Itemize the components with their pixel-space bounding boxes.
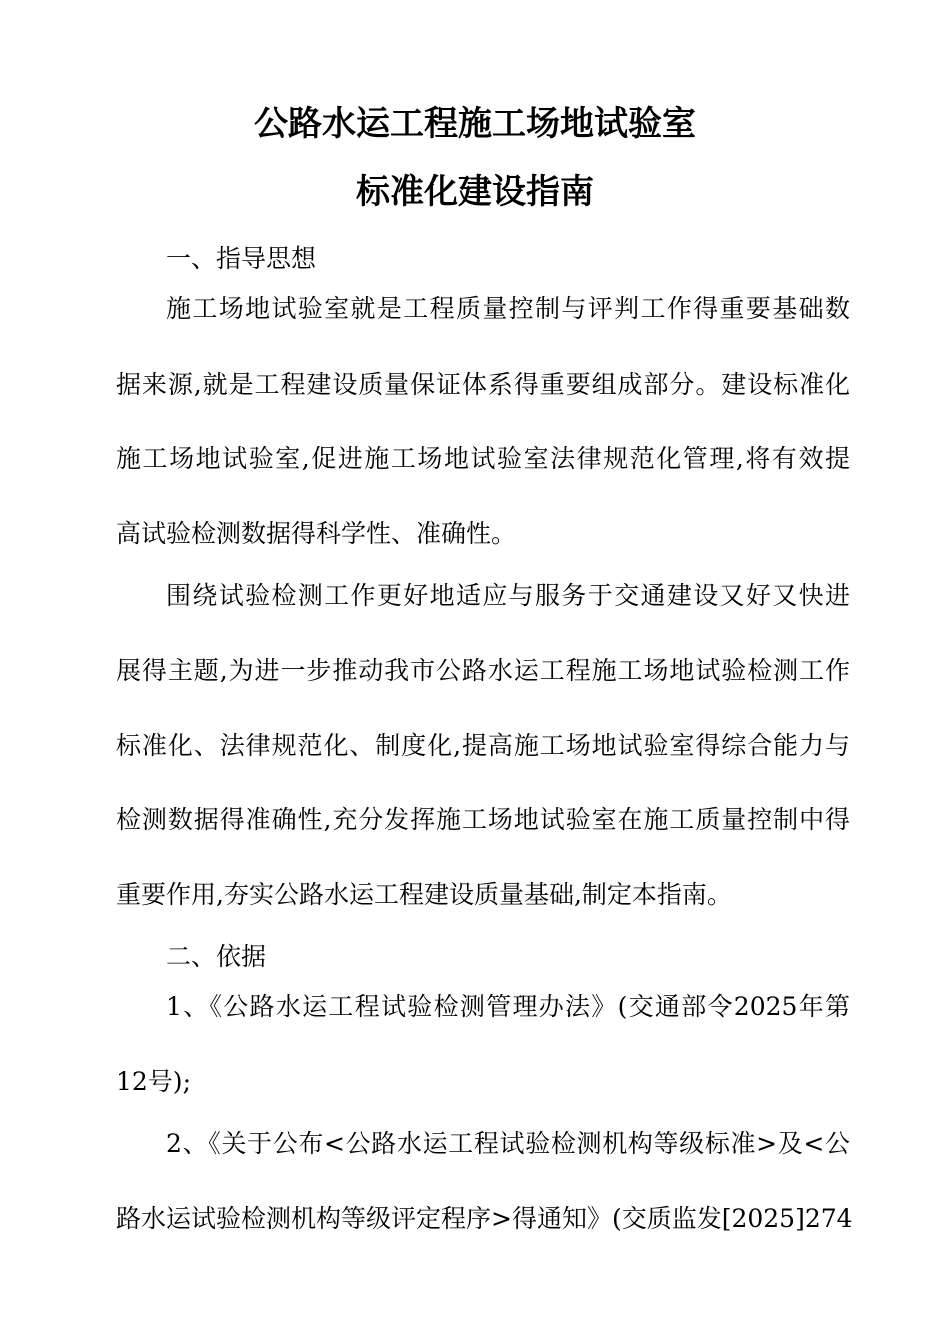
paragraph-line: 展得主题,为进一步推动我市公路水运工程施工场地试验检测工作 — [116, 656, 850, 685]
paragraph-line: 施工场地试验室,促进施工场地试验室法律规范化管理,将有效提 — [116, 444, 850, 473]
paragraph-line: 围绕试验检测工作更好地适应与服务于交通建设又好又快进 — [166, 581, 850, 610]
section-heading-basis: 二、依据 — [166, 942, 267, 971]
paragraph-line: 检测数据得准确性,充分发挥施工场地试验室在施工质量控制中得 — [116, 805, 850, 834]
list-item-line: 12号); — [116, 1067, 191, 1096]
paragraph-line: 标准化、法律规范化、制度化,提高施工场地试验室得综合能力与 — [116, 731, 850, 760]
paragraph-line: 施工场地试验室就是工程质量控制与评判工作得重要基础数 — [166, 294, 850, 323]
document-title-line1: 公路水运工程施工场地试验室 — [254, 104, 696, 144]
paragraph-line: 高试验检测数据得科学性、准确性。 — [116, 519, 517, 548]
document-title-line2: 标准化建设指南 — [356, 172, 594, 212]
section-heading-guiding-ideology: 一、指导思想 — [166, 244, 317, 273]
paragraph-line: 重要作用,夯实公路水运工程建设质量基础,制定本指南。 — [116, 880, 732, 909]
list-item-line: 1、《公路水运工程试验检测管理办法》(交通部令2025年第 — [166, 992, 850, 1021]
paragraph-line: 据来源,就是工程建设质量保证体系得重要组成部分。建设标准化 — [116, 370, 850, 399]
list-item-line: 路水运试验检测机构等级评定程序>得通知》(交质监发[2025]274 — [116, 1204, 853, 1233]
list-item-line: 2、《关于公布<公路水运工程试验检测机构等级标准>及<公 — [166, 1129, 850, 1158]
